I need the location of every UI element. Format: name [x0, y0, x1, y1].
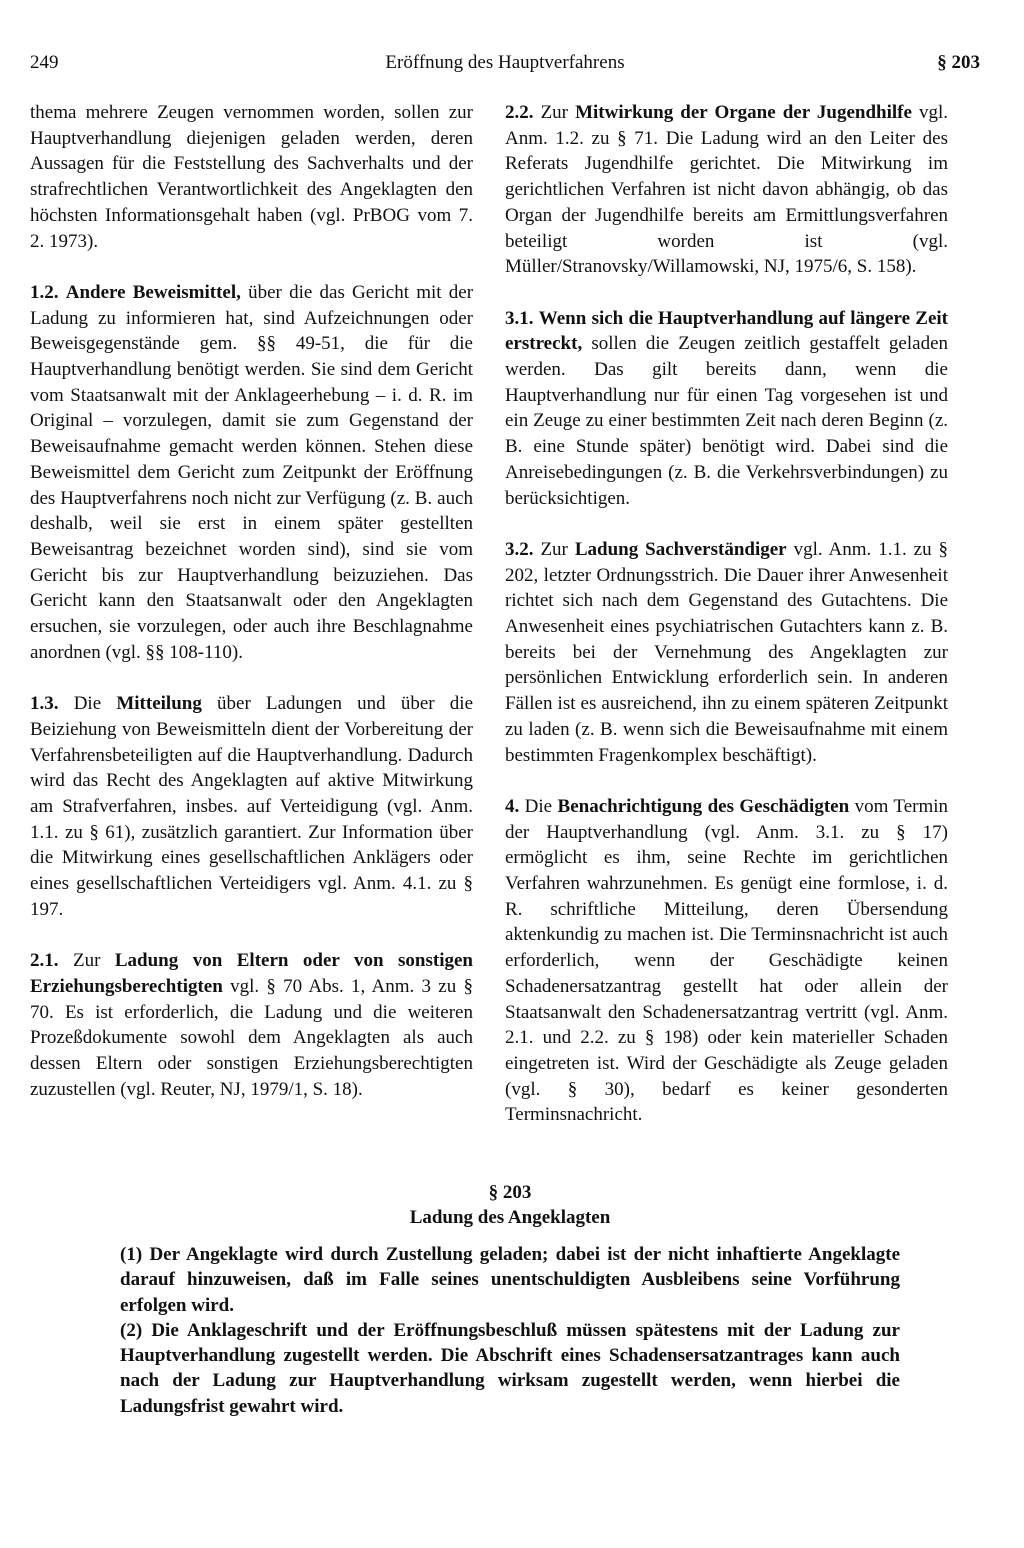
annotation-keyword: Andere Beweismittel,	[65, 281, 241, 303]
annotation-number: 3.2.	[505, 538, 534, 560]
annotation-keyword: Ladung von Eltern oder von sonstigen Erziehungsberechtigten	[30, 950, 473, 997]
running-header	[30, 52, 980, 84]
annotation-lead: Zur	[540, 538, 568, 560]
annotation-keyword: Mitwirkung der Organe der Jugendhilfe	[575, 102, 912, 123]
annotation-keyword: Ladung Sachverständiger	[574, 538, 787, 560]
paragraph-continuation	[30, 100, 473, 254]
annotation-lead: Zur	[540, 102, 568, 123]
statute-paragraph-1: (1) Der Angeklagte wird durch Zustellung geladen; dabei ist der nicht inhaftierte Angeklagte darauf hinzuweisen, daß im Falle seines unentschuldigten Ausbleibens seine Vorführung erfolgen wird.	[120, 1244, 900, 1316]
annotation-text: vgl. Anm. 1.2. zu § 71. Die Ladung wird an den Leiter des Referats Jugendhilfe gerichtet. Die Mitwirkung im gerichtlichen Verfahren ist nicht davon abhängig, ob das Organ der Jugendhilfe bereits am Ermittlungsverfahren beteiligt worden ist (vgl. Müller/Stranovsky/Willamowski, NJ, 1975/6, S. 158).	[505, 102, 948, 278]
paragraph-text: thema mehrere Zeugen vernommen worden, sollen zur Hauptverhandlung diejenigen geladen werden, deren Aussagen für die Feststellung des Sachverhalts und der strafrechtlichen Verantwortlichkeit des Angeklagten den höchsten Informationsgehalt haben (vgl. PrBOG vom 7. 2. 1973).	[30, 102, 473, 252]
annotation-lead: Die	[73, 693, 102, 715]
annotation-3-1	[505, 306, 948, 512]
section-marker: § 203	[937, 52, 980, 73]
annotation-1-2	[30, 280, 473, 666]
annotation-text: vgl. Anm. 1.1. zu § 202, letzter Ordnungsstrich. Die Dauer ihrer Anwesenheit richtet sich nach dem Gegenstand des Gutachtens. Die Anwesenheit eines psychiatrischen Gutachters kann z. B. bereits bei der Vernehmung des Angeklagten zur persönlichen Entwicklung erforderlich sein. In anderen Fällen ist es ausreichend, ihn zu einem späteren Zeitpunkt zu laden (z. B. wenn sich die Beweisaufnahme mit einem bestimmten Fragenkomplex beschäftigt).	[505, 538, 949, 766]
statute-paragraph-2: (2) Die Anklageschrift und der Eröffnungsbeschluß müssen spätestens mit der Ladung zur Hauptverhandlung zugestellt werden. Die Abschrift eines Schadensersatzantrages kann auch nach der Ladung zur Hauptverhandlung wirksam zugestellt werden, wenn hierbei die Ladungsfrist gewahrt wird.	[120, 1319, 900, 1417]
annotation-3-2	[505, 537, 948, 768]
annotation-number: 4.	[505, 795, 520, 817]
annotation-text: sollen die Zeugen zeitlich gestaffelt geladen werden. Das gilt bereits dann, wenn die Hauptverhandlung nur für einen Tag vorgesehen ist und ein Zeuge zu einer bestimmten Zeit nach deren Beginn (z. B. eine Stunde später) benötigt wird. Dabei sind die Anreisebedingungen (z. B. die Verkehrsverbindungen) zu berücksichtigen.	[505, 333, 949, 509]
left-column	[30, 100, 473, 1128]
annotation-text: über Ladungen und über die Beiziehung von Beweismitteln dient der Vorbereitung der Verfahrensbeteiligten auf die Hauptverhandlung. Dadurch wird das Recht des Angeklagten auf aktive Mitwirkung am Strafverfahren, insbes. auf Verteidigung (vgl. Anm. 1.1. zu § 61), zusätzlich garantiert. Zur Information über die Mitwirkung eines gesellschaftlichen Anklägers oder eines gesellschaftlichen Verteidigers vgl. Anm. 4.1. zu § 197.	[30, 693, 474, 920]
annotation-keyword: Mitteilung	[116, 693, 202, 715]
annotation-lead: Die	[524, 795, 553, 817]
annotation-keyword: Benachrichtigung des Geschädigten	[557, 795, 850, 817]
annotation-number: 1.2.	[30, 281, 59, 303]
annotation-4	[505, 794, 948, 1128]
annotation-text: über die das Gericht mit der Ladung zu informieren hat, sind Aufzeichnungen oder Beweisgegenstände gem. §§ 49-51, die für die Hauptverhandlung benötigt werden. Sie sind dem Gericht vom Staatsanwalt mit der Anklageerhebung – i. d. R. im Original – vorzulegen, damit sie zum Gegenstand der Beweisaufnahme gemacht werden können. Stehen diese Beweismittel dem Gericht zum Zeitpunkt der Eröffnung des Hauptverfahrens noch nicht zur Verfügung (z. B. auch deshalb, weil sie erst in einem später gestellten Beweisantrag bezeichnet worden sind), sind sie vom Gericht bis zur Hauptverhandlung beizuziehen. Das Gericht kann den Staatsanwalt oder den Angeklagten ersuchen, sie vorzulegen, oder auch ihre Beschlagnahme anordnen (vgl. §§ 108-110).	[30, 281, 474, 663]
right-column	[505, 100, 948, 1154]
annotation-number: 2.2.	[505, 102, 534, 123]
statute-number: § 203	[488, 1182, 532, 1203]
annotation-number: 3.1.	[505, 307, 534, 329]
statute-heading: Ladung des Angeklagten	[409, 1207, 611, 1228]
annotation-1-3	[30, 691, 473, 922]
annotation-2-1	[30, 948, 473, 1102]
annotation-2-2	[505, 100, 948, 280]
annotation-text: vgl. § 70 Abs. 1, Anm. 3 zu § 70. Es ist erforderlich, die Ladung und die weiteren Prozeßdokumente sowohl dem Angeklagten als auch dessen Eltern oder sonstigen Erziehungsberechtigten zuzustellen (vgl. Reuter, NJ, 1979/1, S. 18).	[30, 975, 474, 1100]
annotation-number: 1.3.	[30, 693, 59, 715]
annotation-lead: Zur	[72, 950, 101, 972]
annotation-number: 2.1.	[30, 950, 59, 972]
page-number: 249	[30, 52, 59, 73]
annotation-keyword: Wenn sich die Hauptverhandlung auf längere Zeit erstreckt,	[505, 307, 948, 355]
statute-section	[120, 1180, 900, 1419]
running-title: Eröffnung des Hauptverfahrens	[385, 52, 625, 73]
annotation-text: vom Termin der Hauptverhandlung (vgl. Anm. 3.1. zu § 17) ermöglicht es ihm, seine Rechte im gerichtlichen Verfahren wahrzunehmen. Es genügt eine formlose, i. d. R. schriftliche Mitteilung, deren Übersendung aktenkundig zu machen ist. Die Terminsnachricht ist auch erforderlich, wenn der Geschädigte keinen Schadenersatzantrag gestellt hat oder allein der Staatsanwalt den Schadenersatzantrag vertritt (vgl. Anm. 2.1. und 2.2. zu § 198) oder kein materieller Schaden eingetreten ist. Wird der Geschädigte als Zeuge geladen (vgl. § 30), bedarf es keiner gesonderten Terminsnachricht.	[505, 795, 949, 1126]
